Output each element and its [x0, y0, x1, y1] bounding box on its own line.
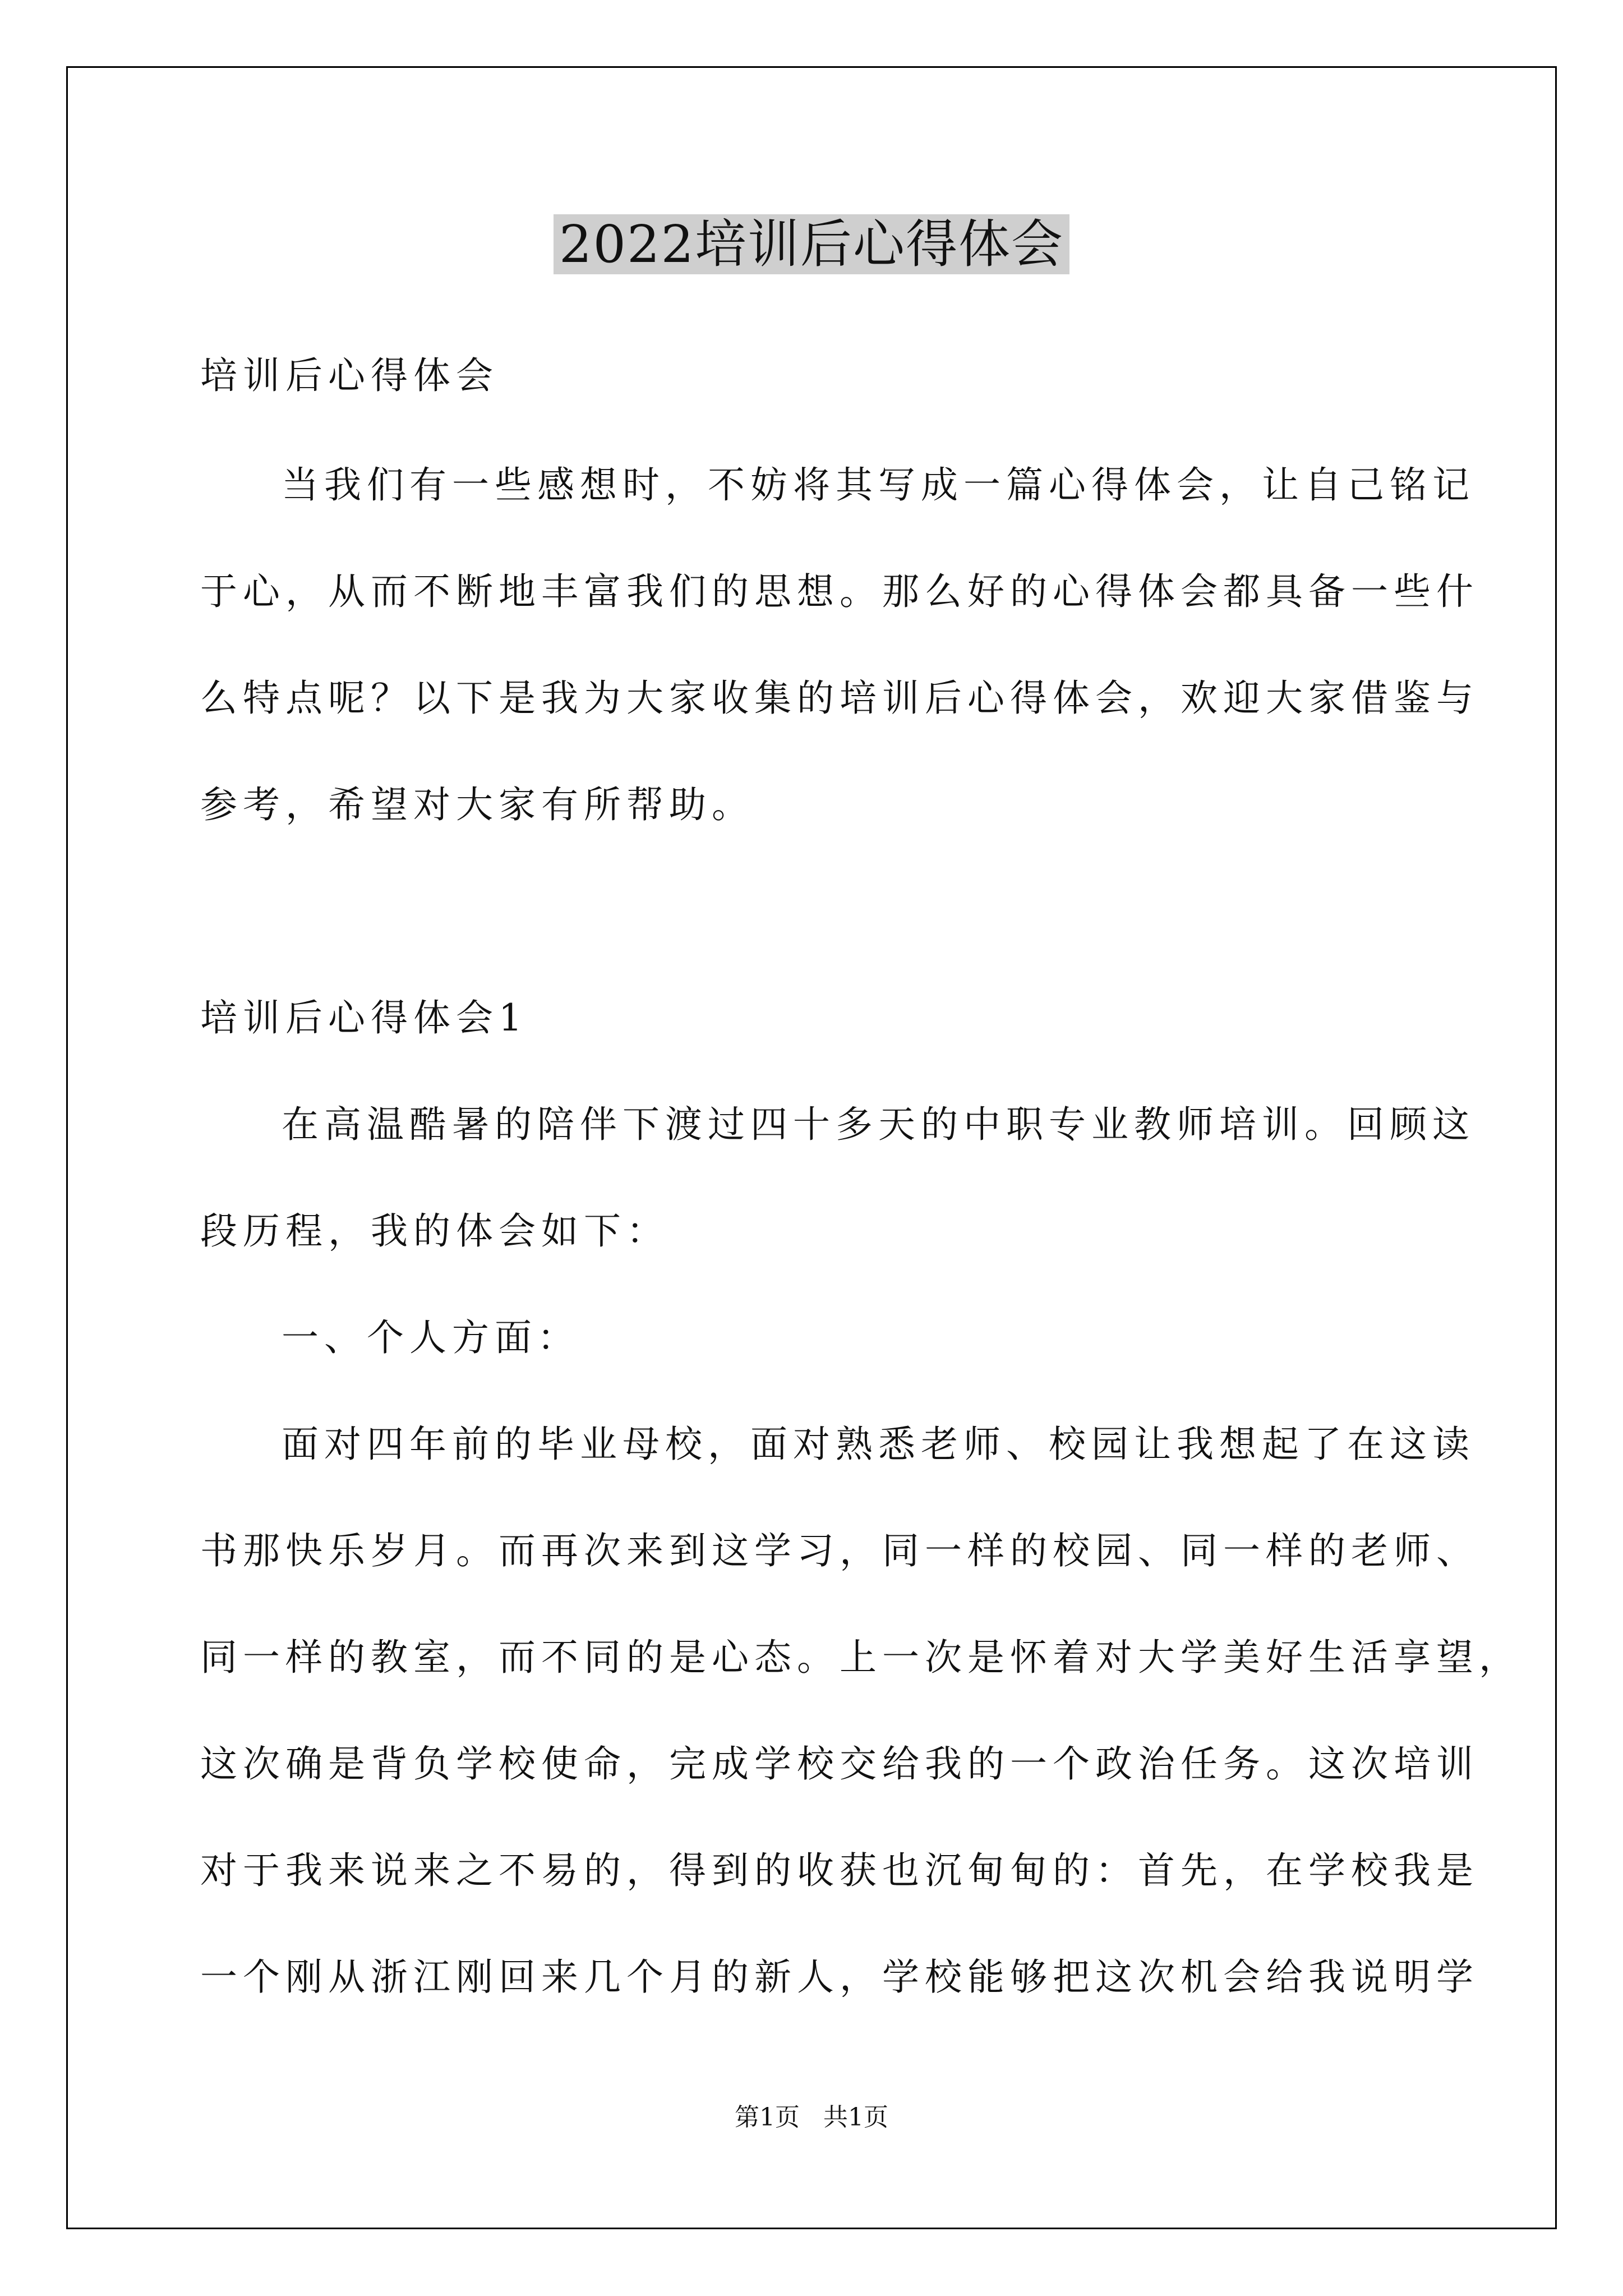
- paragraph-line: 参考，希望对大家有所帮助。: [200, 783, 754, 826]
- paragraph-line: 这次确是背负学校使命，完成学校交给我的一个政治任务。这次培训: [200, 1742, 1479, 1786]
- page-footer: [0, 2101, 1623, 2134]
- document-title: [0, 208, 1623, 282]
- paragraph-line: 当我们有一些感想时，不妨将其写成一篇心得体会，让自己铭记: [282, 463, 1475, 507]
- paragraph-line: 么特点呢？以下是我为大家收集的培训后心得体会，欢迎大家借鉴与: [200, 677, 1479, 720]
- section-heading: 培训后心得体会1: [200, 996, 528, 1039]
- paragraph-line: 同一样的教室，而不同的是心态。上一次是怀着对大学美好生活享望，: [200, 1636, 1521, 1679]
- paragraph-line: 书那快乐岁月。而再次来到这学习，同一样的校园、同一样的老师、: [200, 1529, 1479, 1572]
- paragraph-line: 对于我来说来之不易的，得到的收获也沉甸甸的：首先，在学校我是: [200, 1849, 1479, 1892]
- paragraph-line: 一个刚从浙江刚回来几个月的新人，学校能够把这次机会给我说明学: [200, 1955, 1479, 1999]
- page-total: 共1页: [823, 2103, 888, 2132]
- paragraph-line: 于心，从而不断地丰富我们的思想。那么好的心得体会都具备一些什: [200, 570, 1479, 613]
- document-title-text: 2022培训后心得体会: [554, 214, 1069, 274]
- subheading: 一、个人方面：: [282, 1316, 580, 1359]
- paragraph-line: 段历程，我的体会如下：: [200, 1209, 669, 1253]
- intro-heading: 培训后心得体会: [200, 354, 499, 397]
- paragraph-line: 在高温酷暑的陪伴下渡过四十多天的中职专业教师培训。回顾这: [282, 1103, 1475, 1146]
- paragraph-line: 面对四年前的毕业母校，面对熟悉老师、校园让我想起了在这读: [282, 1423, 1475, 1466]
- page-number: 第1页: [735, 2103, 800, 2132]
